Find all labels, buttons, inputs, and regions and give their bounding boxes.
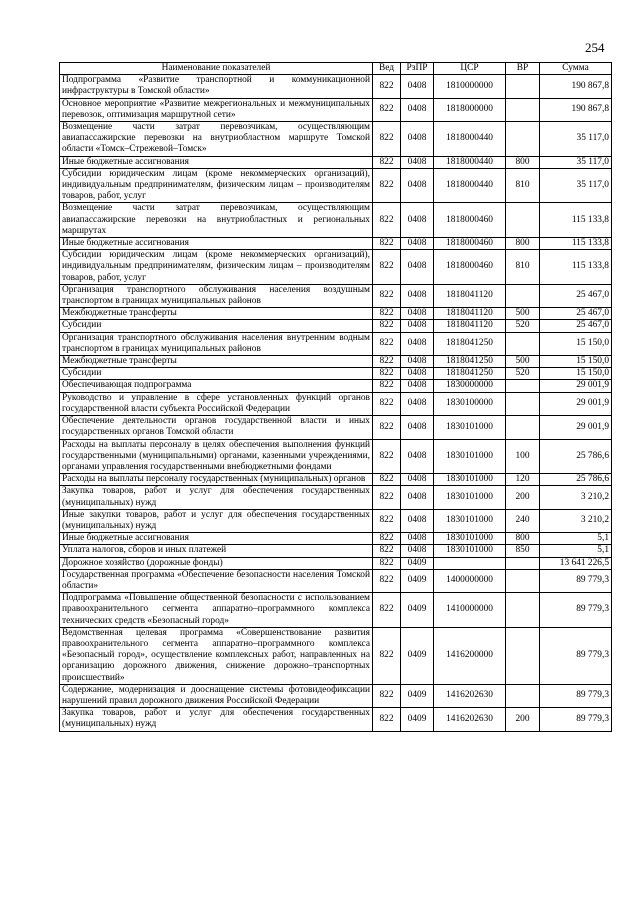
cell-csr: 1830100000	[434, 392, 506, 415]
cell-rzpr: 0408	[401, 533, 434, 545]
cell-rzpr: 0408	[401, 250, 434, 285]
cell-rzpr: 0409	[401, 627, 434, 684]
cell-ved: 822	[373, 75, 401, 98]
cell-sum: 5,1	[540, 545, 612, 557]
cell-name: Дорожное хозяйство (дорожные фонды)	[60, 557, 373, 569]
cell-rzpr: 0408	[401, 122, 434, 157]
cell-name: Закупка товаров, работ и услуг для обеспечения государственных (муниципальных) нужд	[60, 486, 373, 509]
cell-vr: 100	[506, 439, 540, 474]
cell-ved: 822	[373, 533, 401, 545]
cell-rzpr: 0408	[401, 168, 434, 203]
cell-vr	[506, 627, 540, 684]
cell-vr: 200	[506, 486, 540, 509]
cell-sum: 89 779,3	[540, 708, 612, 731]
cell-name: Государственная программа «Обеспечение безопасности населения Томской области»	[60, 569, 373, 592]
cell-csr: 1830101000	[434, 509, 506, 532]
cell-sum: 25 786,6	[540, 474, 612, 486]
table-row	[60, 156, 612, 168]
cell-ved: 822	[373, 332, 401, 355]
cell-name: Межбюджетные трансферты	[60, 308, 373, 320]
table-row	[60, 380, 612, 392]
table-row	[60, 368, 612, 380]
cell-ved: 822	[373, 98, 401, 121]
cell-name: Иные закупки товаров, работ и услуг для обеспечения государственных (муниципальных) нужд	[60, 509, 373, 532]
cell-name: Межбюджетные трансферты	[60, 356, 373, 368]
cell-vr	[506, 203, 540, 238]
cell-rzpr: 0408	[401, 439, 434, 474]
table-row	[60, 569, 612, 592]
cell-vr: 500	[506, 308, 540, 320]
cell-ved: 822	[373, 392, 401, 415]
table-row	[60, 203, 612, 238]
cell-ved: 822	[373, 627, 401, 684]
cell-ved: 822	[373, 416, 401, 439]
cell-sum: 190 867,8	[540, 75, 612, 98]
cell-vr	[506, 98, 540, 121]
cell-ved: 822	[373, 474, 401, 486]
cell-rzpr: 0408	[401, 238, 434, 250]
cell-ved: 822	[373, 708, 401, 731]
cell-ved: 822	[373, 439, 401, 474]
cell-vr: 500	[506, 356, 540, 368]
cell-rzpr: 0408	[401, 284, 434, 307]
cell-sum: 115 133,8	[540, 238, 612, 250]
table-row	[60, 98, 612, 121]
cell-csr: 1818000440	[434, 168, 506, 203]
cell-name: Иные бюджетные ассигнования	[60, 156, 373, 168]
cell-name: Содержание, модернизация и дооснащение системы фотовидеофиксации нарушений правил дорожного движения Российской Федерации	[60, 684, 373, 707]
header-vr: ВР	[506, 63, 540, 75]
cell-ved: 822	[373, 308, 401, 320]
header-csr: ЦСР	[434, 63, 506, 75]
table-row	[60, 486, 612, 509]
budget-table	[59, 62, 612, 732]
cell-rzpr: 0408	[401, 545, 434, 557]
cell-csr: 1416200000	[434, 627, 506, 684]
cell-vr	[506, 380, 540, 392]
cell-vr: 240	[506, 509, 540, 532]
cell-vr	[506, 569, 540, 592]
cell-csr: 1810000000	[434, 75, 506, 98]
cell-sum: 25 467,0	[540, 308, 612, 320]
cell-rzpr: 0409	[401, 593, 434, 628]
cell-name: Подпрограмма «Повышение общественной безопасности с использованием правоохранительного сегмента аппаратно–программного комплекса технических средств «Безопасный город»	[60, 593, 373, 628]
cell-sum: 35 117,0	[540, 122, 612, 157]
cell-rzpr: 0408	[401, 474, 434, 486]
cell-csr: 1818000460	[434, 203, 506, 238]
cell-ved: 822	[373, 593, 401, 628]
cell-sum: 25 467,0	[540, 284, 612, 307]
table-row	[60, 545, 612, 557]
table-row	[60, 320, 612, 332]
cell-csr: 1830101000	[434, 545, 506, 557]
cell-sum: 89 779,3	[540, 569, 612, 592]
cell-csr: 1818000440	[434, 156, 506, 168]
cell-sum: 15 150,0	[540, 368, 612, 380]
cell-rzpr: 0408	[401, 509, 434, 532]
cell-rzpr: 0408	[401, 356, 434, 368]
page-number: 254	[585, 40, 605, 55]
cell-ved: 822	[373, 545, 401, 557]
cell-csr: 1818041120	[434, 308, 506, 320]
cell-name: Уплата налогов, сборов и иных платежей	[60, 545, 373, 557]
cell-vr: 810	[506, 250, 540, 285]
cell-csr: 1830101000	[434, 474, 506, 486]
cell-vr	[506, 284, 540, 307]
table-row	[60, 284, 612, 307]
table-row	[60, 708, 612, 731]
cell-csr: 1410000000	[434, 593, 506, 628]
cell-csr: 1416202630	[434, 708, 506, 731]
cell-vr: 850	[506, 545, 540, 557]
cell-name: Иные бюджетные ассигнования	[60, 238, 373, 250]
cell-csr: 1818000460	[434, 250, 506, 285]
table-row	[60, 416, 612, 439]
cell-ved: 822	[373, 486, 401, 509]
cell-csr: 1818000460	[434, 238, 506, 250]
cell-ved: 822	[373, 569, 401, 592]
cell-csr: 1830101000	[434, 439, 506, 474]
cell-vr	[506, 332, 540, 355]
cell-rzpr: 0408	[401, 203, 434, 238]
cell-vr: 120	[506, 474, 540, 486]
table-row	[60, 356, 612, 368]
table-row	[60, 533, 612, 545]
cell-rzpr: 0408	[401, 98, 434, 121]
cell-rzpr: 0408	[401, 392, 434, 415]
table-row	[60, 392, 612, 415]
cell-vr	[506, 392, 540, 415]
cell-csr: 1818041120	[434, 320, 506, 332]
cell-rzpr: 0408	[401, 308, 434, 320]
cell-csr: 1818041120	[434, 284, 506, 307]
header-ved: Вед	[373, 63, 401, 75]
table-row	[60, 684, 612, 707]
cell-name: Подпрограмма «Развитие транспортной и коммуникационной инфраструктуры в Томской области»	[60, 75, 373, 98]
cell-rzpr: 0408	[401, 486, 434, 509]
cell-name: Субсидии	[60, 320, 373, 332]
cell-vr	[506, 593, 540, 628]
cell-rzpr: 0408	[401, 416, 434, 439]
table-row	[60, 593, 612, 628]
cell-ved: 822	[373, 122, 401, 157]
cell-name: Возмещение части затрат перевозчикам, осуществляющим авиапассажирские перевозки на внутриобластном маршруте Томской области «Томск–Стрежевой–Томск»	[60, 122, 373, 157]
cell-csr: 1400000000	[434, 569, 506, 592]
cell-rzpr: 0408	[401, 156, 434, 168]
cell-ved: 822	[373, 557, 401, 569]
cell-name: Закупка товаров, работ и услуг для обеспечения государственных (муниципальных) нужд	[60, 708, 373, 731]
cell-csr: 1830101000	[434, 486, 506, 509]
header-sum: Сумма	[540, 63, 612, 75]
cell-rzpr: 0408	[401, 320, 434, 332]
cell-sum: 15 150,0	[540, 332, 612, 355]
table-row	[60, 250, 612, 285]
cell-ved: 822	[373, 509, 401, 532]
cell-rzpr: 0409	[401, 569, 434, 592]
cell-name: Иные бюджетные ассигнования	[60, 533, 373, 545]
cell-rzpr: 0408	[401, 368, 434, 380]
table-row	[60, 509, 612, 532]
cell-name: Руководство и управление в сфере установленных функций органов государственной власти субъекта Российской Федерации	[60, 392, 373, 415]
cell-name: Ведомственная целевая программа «Совершенствование развития правоохранительного сегмента аппаратно–программного комплекса «Безопасный город», осуществление комплексных работ, направленных на организацию дорожного движения, снижение дорожно–транспортных происшествий»	[60, 627, 373, 684]
cell-csr: 1818000000	[434, 98, 506, 121]
cell-ved: 822	[373, 320, 401, 332]
cell-ved: 822	[373, 168, 401, 203]
cell-vr: 520	[506, 320, 540, 332]
cell-rzpr: 0408	[401, 332, 434, 355]
cell-sum: 29 001,9	[540, 380, 612, 392]
cell-name: Обеспечение деятельности органов государственной власти и иных государственных органов Томской области	[60, 416, 373, 439]
cell-sum: 25 467,0	[540, 320, 612, 332]
cell-ved: 822	[373, 238, 401, 250]
cell-name: Основное мероприятие «Развитие межрегиональных и межмуниципальных перевозок, оптимизация маршрутной сети»	[60, 98, 373, 121]
table-header-row	[60, 63, 612, 75]
cell-ved: 822	[373, 156, 401, 168]
table-row	[60, 474, 612, 486]
table-row	[60, 168, 612, 203]
table-row	[60, 122, 612, 157]
cell-ved: 822	[373, 380, 401, 392]
cell-name: Организация транспортного обслуживания населения внутренним водным транспортом в границах муниципальных районов	[60, 332, 373, 355]
cell-rzpr: 0409	[401, 708, 434, 731]
cell-vr: 800	[506, 156, 540, 168]
cell-rzpr: 0409	[401, 684, 434, 707]
cell-sum: 3 210,2	[540, 509, 612, 532]
cell-vr: 800	[506, 533, 540, 545]
cell-ved: 822	[373, 684, 401, 707]
cell-vr	[506, 122, 540, 157]
cell-name: Возмещение части затрат перевозчикам, осуществляющим авиапассажирские перевозки на внутриобластных и региональных маршрутах	[60, 203, 373, 238]
cell-name: Субсидии юридическим лицам (кроме некоммерческих организаций), индивидуальным предпринимателям, физическим лицам – производителям товаров, работ, услуг	[60, 250, 373, 285]
cell-sum: 15 150,0	[540, 356, 612, 368]
cell-ved: 822	[373, 368, 401, 380]
cell-sum: 25 786,6	[540, 439, 612, 474]
table-row	[60, 238, 612, 250]
cell-vr	[506, 557, 540, 569]
cell-sum: 115 133,8	[540, 250, 612, 285]
cell-name: Субсидии юридическим лицам (кроме некоммерческих организаций), индивидуальным предпринимателям, физическим лицам – производителям товаров, работ, услуг	[60, 168, 373, 203]
cell-sum: 190 867,8	[540, 98, 612, 121]
cell-csr	[434, 557, 506, 569]
cell-csr: 1830101000	[434, 533, 506, 545]
cell-sum: 29 001,9	[540, 392, 612, 415]
cell-name: Расходы на выплаты персоналу государственных (муниципальных) органов	[60, 474, 373, 486]
table-row	[60, 308, 612, 320]
cell-name: Расходы на выплаты персоналу в целях обеспечения выполнения функций государственными (муниципальными) органами, казенными учреждениями, органами управления государственными внебюджетными фондами	[60, 439, 373, 474]
cell-sum: 29 001,9	[540, 416, 612, 439]
cell-name: Субсидии	[60, 368, 373, 380]
table-body	[60, 75, 612, 731]
cell-vr	[506, 75, 540, 98]
cell-csr: 1818041250	[434, 356, 506, 368]
cell-sum: 89 779,3	[540, 684, 612, 707]
cell-vr	[506, 684, 540, 707]
cell-vr: 200	[506, 708, 540, 731]
cell-rzpr: 0409	[401, 557, 434, 569]
cell-ved: 822	[373, 284, 401, 307]
cell-sum: 35 117,0	[540, 156, 612, 168]
cell-rzpr: 0408	[401, 75, 434, 98]
cell-csr: 1818041250	[434, 332, 506, 355]
cell-csr: 1830000000	[434, 380, 506, 392]
cell-sum: 13 641 226,5	[540, 557, 612, 569]
table-row	[60, 557, 612, 569]
cell-sum: 5,1	[540, 533, 612, 545]
table-row	[60, 627, 612, 684]
cell-ved: 822	[373, 356, 401, 368]
cell-ved: 822	[373, 250, 401, 285]
cell-sum: 3 210,2	[540, 486, 612, 509]
table-row	[60, 439, 612, 474]
cell-name: Обеспечивающая подпрограмма	[60, 380, 373, 392]
cell-vr	[506, 416, 540, 439]
cell-rzpr: 0408	[401, 380, 434, 392]
cell-sum: 115 133,8	[540, 203, 612, 238]
table-row	[60, 75, 612, 98]
table-row	[60, 332, 612, 355]
cell-name: Организация транспортного обслуживания населения воздушным транспортом в границах муниципальных районов	[60, 284, 373, 307]
header-rzpr: РзПР	[401, 63, 434, 75]
cell-csr: 1416202630	[434, 684, 506, 707]
cell-ved: 822	[373, 203, 401, 238]
cell-csr: 1818000440	[434, 122, 506, 157]
cell-vr: 520	[506, 368, 540, 380]
cell-sum: 89 779,3	[540, 627, 612, 684]
cell-sum: 89 779,3	[540, 593, 612, 628]
cell-vr: 800	[506, 238, 540, 250]
cell-csr: 1830101000	[434, 416, 506, 439]
cell-vr: 810	[506, 168, 540, 203]
cell-csr: 1818041250	[434, 368, 506, 380]
header-name: Наименование показателей	[60, 63, 373, 75]
cell-sum: 35 117,0	[540, 168, 612, 203]
